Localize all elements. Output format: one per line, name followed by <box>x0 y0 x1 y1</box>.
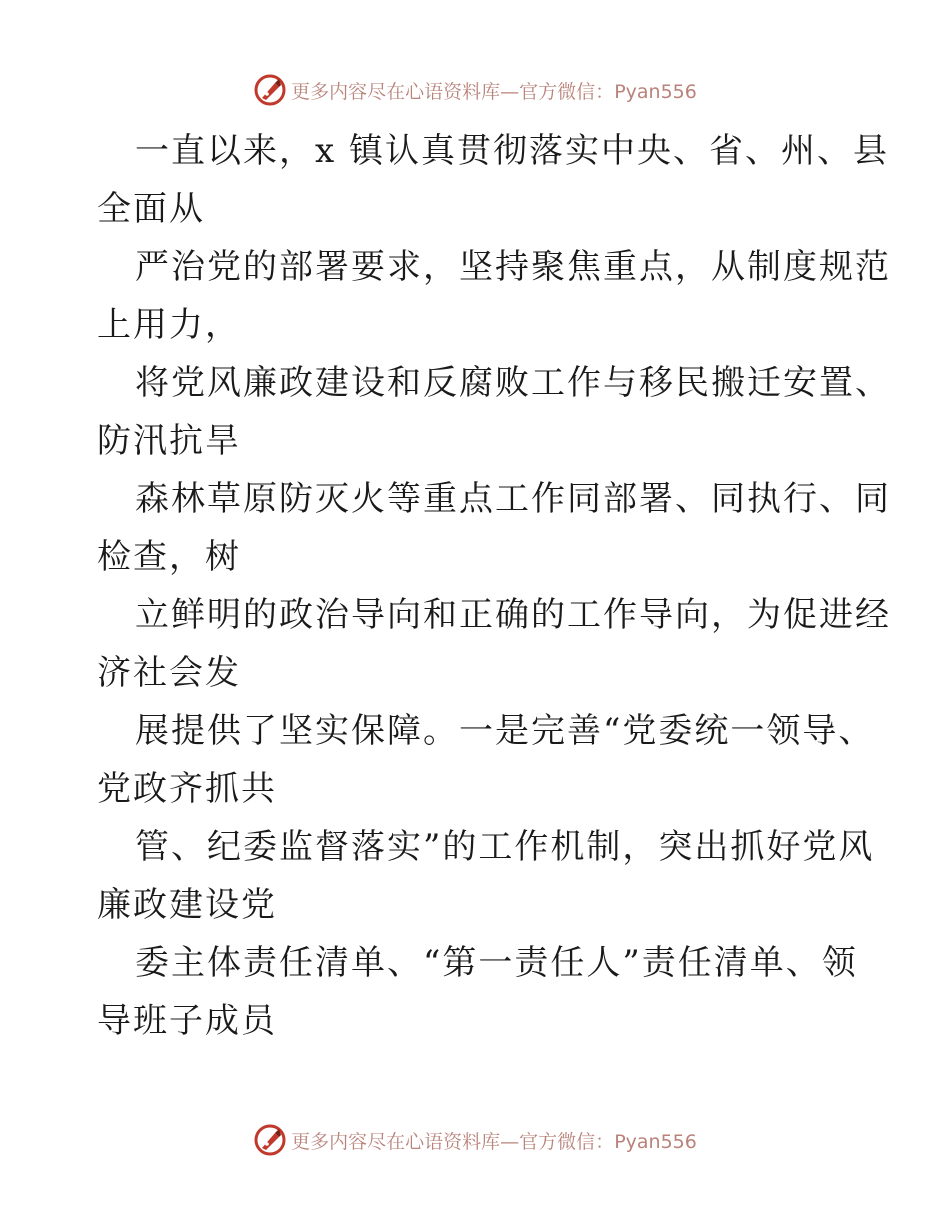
footer-watermark <box>0 1120 950 1160</box>
watermark-text: 更多内容尽在心语资料库—官方微信：Pyan556 <box>291 1130 697 1153</box>
text-line: 全面从 <box>97 189 205 229</box>
pen-nib-logo-icon <box>253 1123 287 1157</box>
text-line: 管、纪委监督落实”的工作机制，突出抓好党风 <box>135 827 875 867</box>
text-line: 立鲜明的政治导向和正确的工作导向，为促进经 <box>135 595 891 635</box>
text-line: 上用力， <box>97 305 241 345</box>
text-line: 导班子成员 <box>97 1001 277 1041</box>
document-body <box>97 122 891 1050</box>
text-line: 展提供了坚实保障。一是完善“党委统一领导、 <box>135 711 875 751</box>
text-line: 将党风廉政建设和反腐败工作与移民搬迁安置、 <box>135 363 891 403</box>
text-line: 委主体责任清单、“第一责任人”责任清单、领 <box>135 943 858 983</box>
text-line: 森林草原防灭火等重点工作同部署、同执行、同 <box>135 479 891 519</box>
text-line: 检查，树 <box>97 537 241 577</box>
text-line: 廉政建设党 <box>97 885 277 925</box>
pen-nib-logo-icon <box>253 73 287 107</box>
text-line: 党政齐抓共 <box>97 769 277 809</box>
text-line: 防汛抗旱 <box>97 421 241 461</box>
text-line: 一直以来，x 镇认真贯彻落实中央、省、州、县 <box>135 131 889 171</box>
header-watermark <box>0 70 950 110</box>
text-line: 严治党的部署要求，坚持聚焦重点，从制度规范 <box>135 247 891 287</box>
watermark-text: 更多内容尽在心语资料库—官方微信：Pyan556 <box>291 80 697 103</box>
text-line: 济社会发 <box>97 653 241 693</box>
